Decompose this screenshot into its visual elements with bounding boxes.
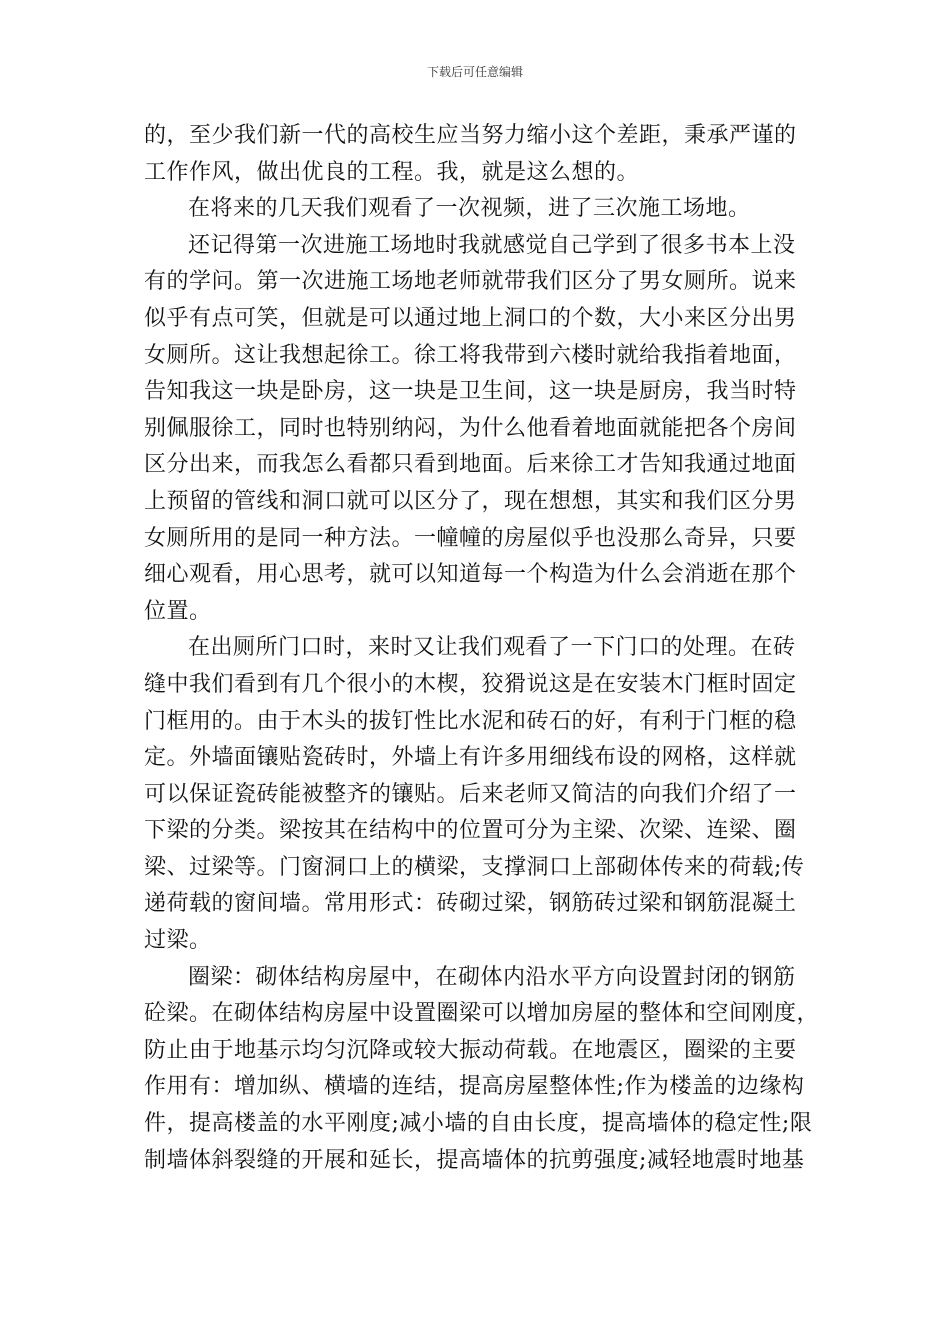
text-line: 圈梁：砌体结构房屋中，在砌体内沿水平方向设置封闭的钢筋 [188, 964, 796, 990]
text-line: 告知我这一块是卧房，这一块是卫生间，这一块是厨房，我当时特 [144, 379, 797, 405]
paragraph [144, 191, 812, 228]
text-line: 别佩服徐工，同时也特别纳闷，为什么他看着地面就能把各个房间 [144, 415, 797, 441]
text-line: 在将来的几天我们观看了一次视频，进了三次施工场地。 [188, 196, 751, 222]
text-line: 有的学问。第一次进施工场地老师就带我们区分了男女厕所。说来 [144, 269, 797, 295]
text-line: 女厕所。这让我想起徐工。徐工将我带到六楼时就给我指着地面， [144, 342, 797, 368]
text-line: 定。外墙面镶贴瓷砖时，外墙上有许多用细线布设的网格，这样就 [144, 745, 797, 771]
text-line: 还记得第一次进施工场地时我就感觉自己学到了很多书本上没 [188, 232, 796, 258]
text-line: 防止由于地基示均匀沉降或较大振动荷载。在地震区，圈梁的主要 [144, 1037, 797, 1063]
paragraph [144, 960, 820, 1180]
text-line: 递荷载的窗间墙。常用形式：砖砌过梁，钢筋砖过梁和钢筋混凝土 [144, 891, 797, 917]
paragraph [144, 630, 812, 959]
paragraph [144, 118, 812, 191]
text-line: 的，至少我们新一代的高校生应当努力缩小这个差距，秉承严谨的 [144, 123, 797, 148]
page-header: 下载后可任意编辑 [426, 65, 523, 79]
text-line: 区分出来，而我怎么看都只看到地面。后来徐工才告知我通过地面 [144, 452, 797, 478]
text-line: 女厕所用的是同一种方法。一幢幢的房屋似乎也没那么奇异，只要 [144, 525, 797, 551]
text-line: 可以保证瓷砖能被整齐的镶贴。后来老师又简洁的向我们介绍了一 [144, 781, 797, 807]
document-body [144, 118, 820, 1179]
text-line: 件，提高楼盖的水平刚度;减小墙的自由长度，提高墙体的稳定性;限 [144, 1111, 813, 1137]
text-line: 似乎有点可笑，但就是可以通过地上洞口的个数，大小来区分出男 [144, 305, 797, 331]
text-line: 梁、过梁等。门窗洞口上的横梁，支撑洞口上部砌体传来的荷载;传 [144, 854, 805, 880]
text-line: 制墙体斜裂缝的开展和延长，提高墙体的抗剪强度;减轻地震时地基 [144, 1147, 805, 1173]
text-line: 过梁。 [144, 928, 212, 954]
text-line: 在出厕所门口时，来时又让我们观看了一下门口的处理。在砖 [188, 635, 796, 661]
text-line: 细心观看，用心思考，就可以知道每一个构造为什么会消逝在那个 [144, 562, 797, 588]
text-line: 下梁的分类。梁按其在结构中的位置可分为主梁、次梁、连梁、圈 [144, 818, 797, 844]
text-line: 位置。 [144, 598, 212, 624]
text-line: 缝中我们看到有几个很小的木楔，狡猾说这是在安装木门框时固定 [144, 671, 797, 697]
paragraph [144, 228, 812, 631]
text-line: 作用有：增加纵、横墙的连结，提高房屋整体性;作为楼盖的边缘构 [144, 1074, 805, 1100]
text-line: 砼梁。在砌体结构房屋中设置圈梁可以增加房屋的整体和空间刚度， [144, 1001, 820, 1027]
text-line: 门框用的。由于木头的拔钉性比水泥和砖石的好，有利于门框的稳 [144, 708, 797, 734]
text-line: 工作作风，做出优良的工程。我，就是这么想的。 [144, 159, 640, 185]
text-line: 上预留的管线和洞口就可以区分了，现在想想，其实和我们区分男 [144, 488, 797, 514]
